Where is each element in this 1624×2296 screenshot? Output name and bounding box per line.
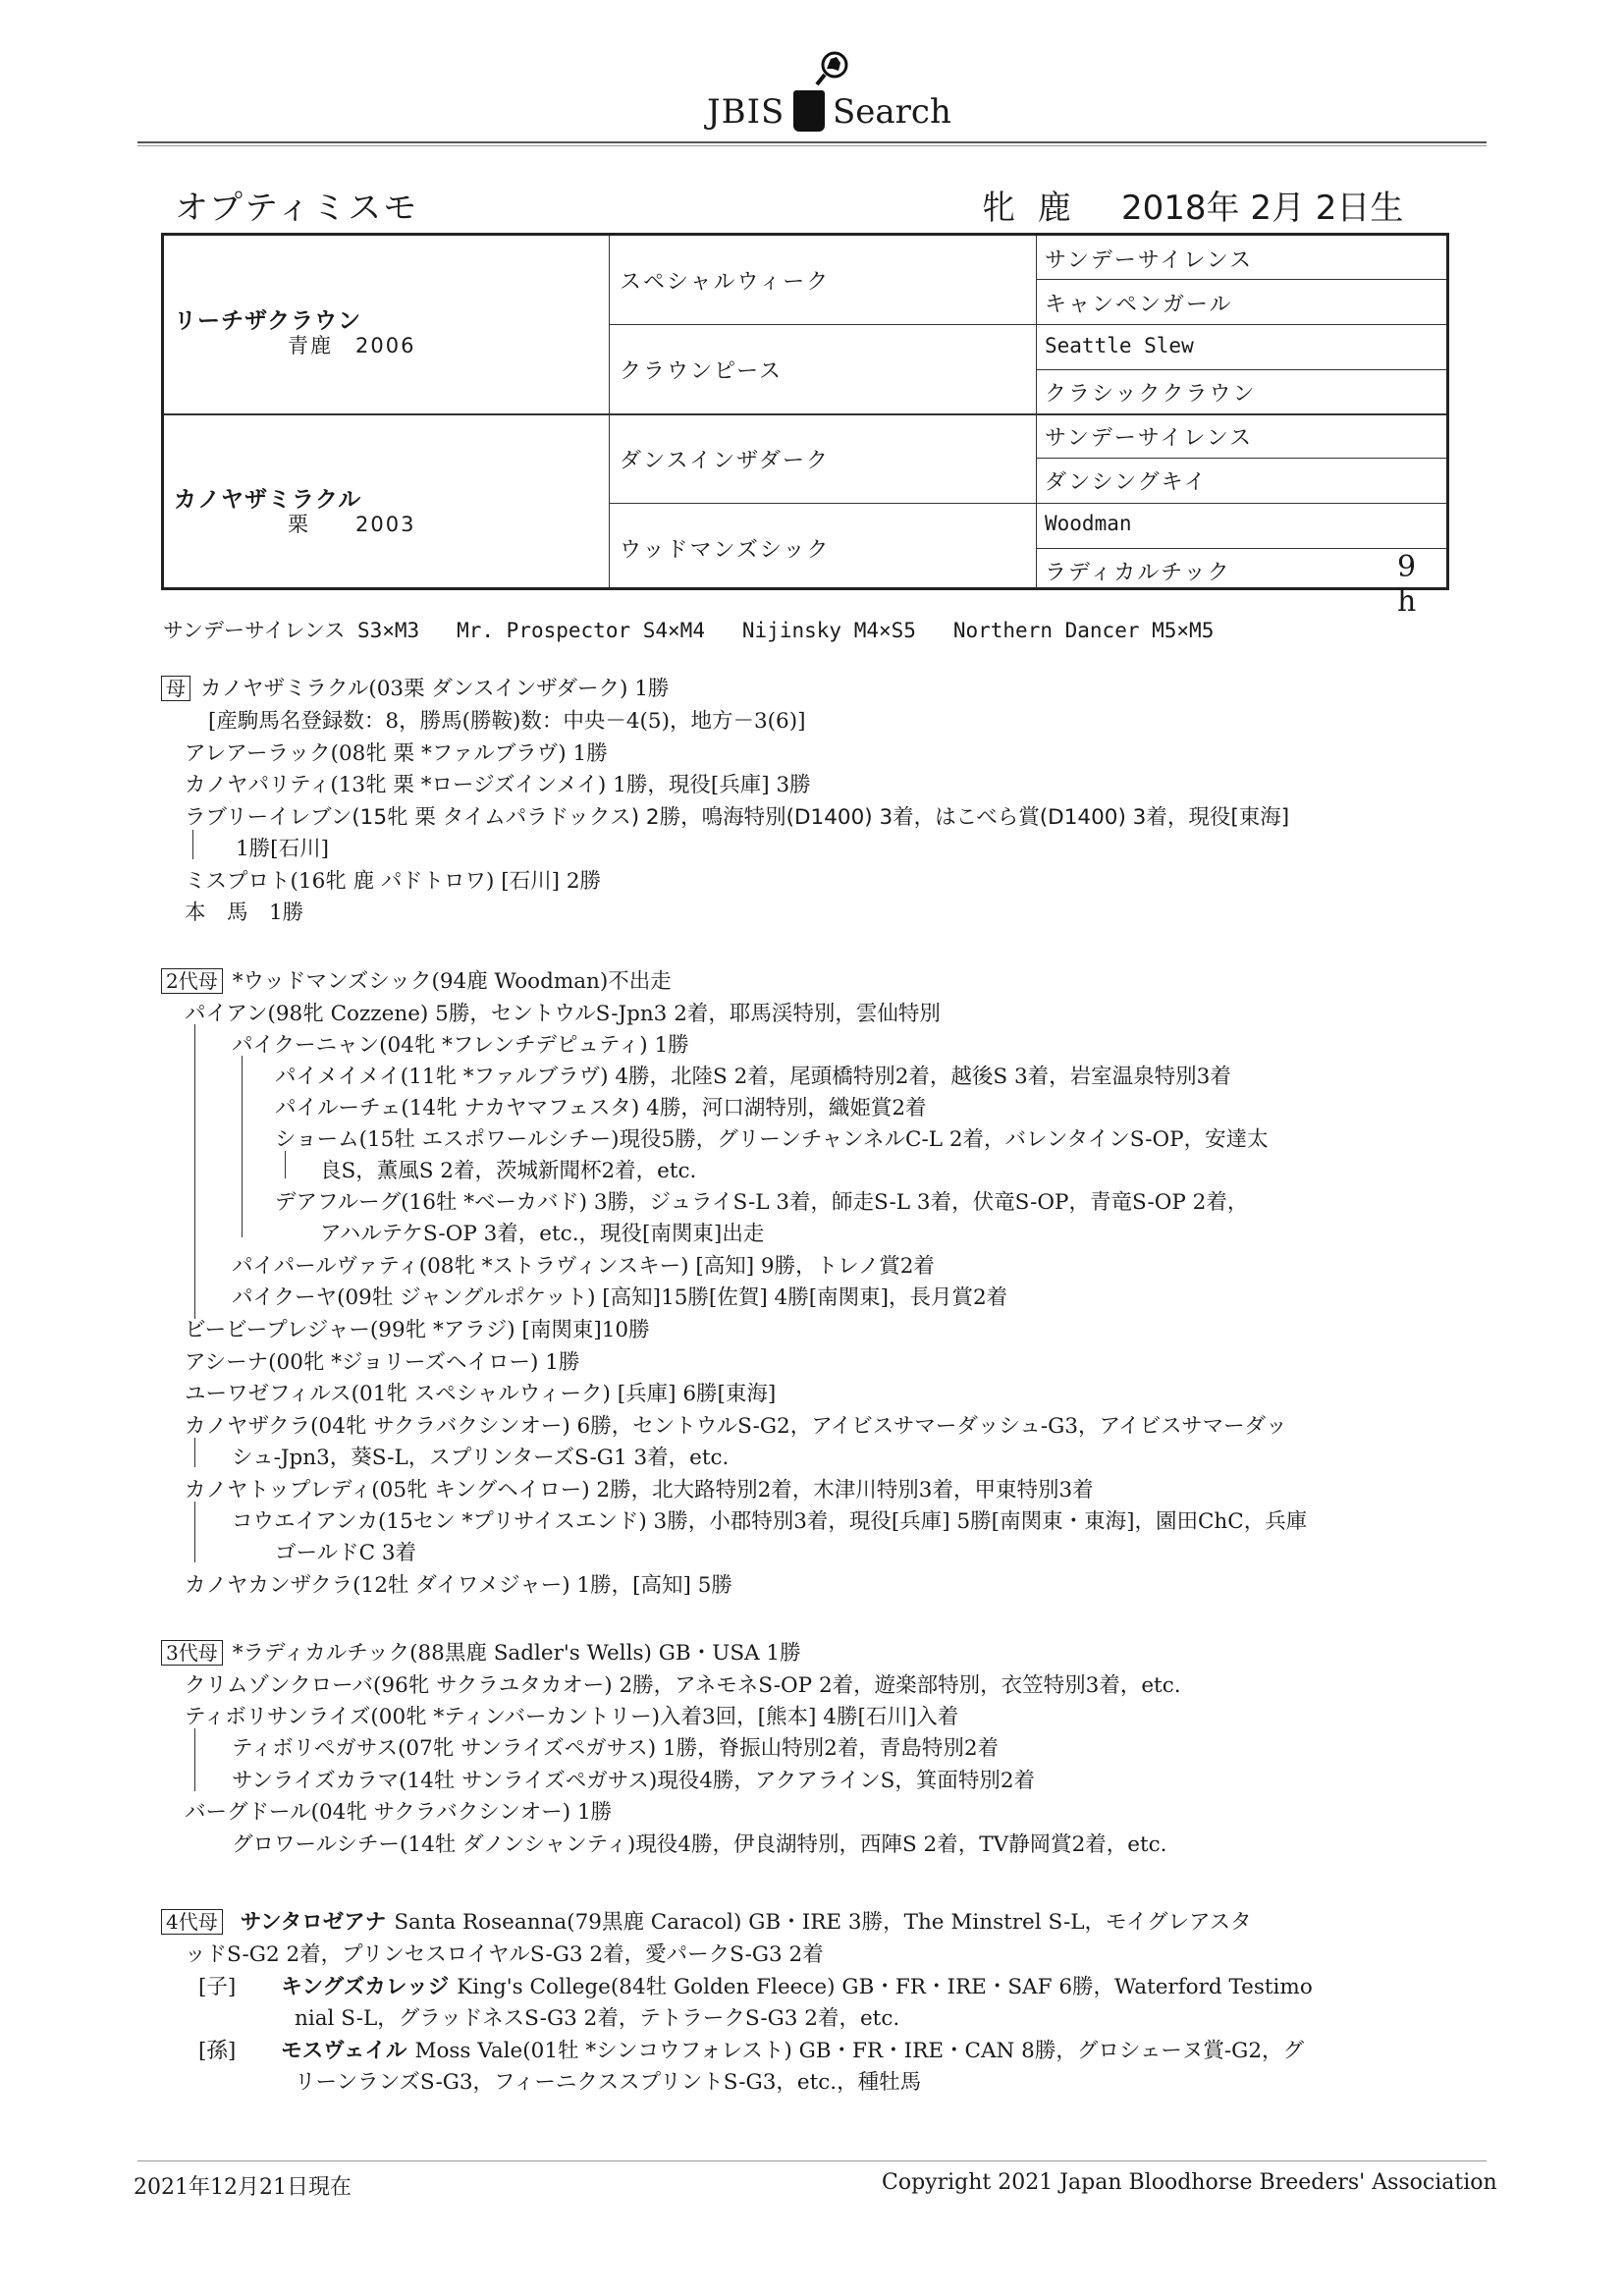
gen3-cell: クラシッククラウン	[1045, 382, 1257, 407]
second-dam-line: 良S，薫風S 2着，茨城新聞杯2着，etc.	[320, 1159, 697, 1183]
pedigree-table	[161, 233, 1449, 619]
gen3-cell: サンデーサイレンス	[1045, 248, 1254, 273]
third-dam-line: ティボリサンライズ(00牝 *ティンバーカントリー)入着3回，[熊本] 4勝[石川]入着	[185, 1705, 959, 1729]
gen3-cell: キャンペンガール	[1045, 293, 1233, 317]
second-dam-line: カノヤカンザクラ(12牡 ダイワメジャー) 1勝，[高知] 5勝	[185, 1573, 732, 1598]
dam-line: 本 馬 1勝	[185, 901, 304, 925]
logo-text-jbis: JBIS	[707, 92, 785, 132]
fourth-dam-header	[161, 1905, 1252, 1936]
second-dam-line: パイルーチェ(14牝 ナカヤマフェスタ) 4勝，河口湖特別，織姫賞2着	[275, 1096, 927, 1121]
section-tag-third-dam: 3代母	[161, 1640, 223, 1666]
horse-name: オプティミスモ	[175, 189, 419, 228]
second-dam-line: パイパールヴァティ(08牝 *ストラヴィンスキー) [高知] 9勝，トレノ賞2着	[232, 1254, 935, 1279]
second-dam-header	[161, 964, 672, 995]
second-dam-line: ユーワゼフィルス(01牝 スペシャルウィーク) [兵庫] 6勝[東海]	[185, 1382, 777, 1406]
dam-line: ミスプロト(16牝 鹿 パドトロワ) [石川] 2勝	[185, 869, 601, 894]
logo-text-search: Search	[833, 92, 951, 132]
third-dam-line: バーグドール(04牝 サクラバクシンオー) 1勝	[185, 1800, 613, 1825]
dam-line: ラブリーイレブン(15牝 栗 タイムパラドックス) 2勝，鳴海特別(D1400) 3着，はこべら賞(D1400) 3着，現役[東海]	[185, 805, 1290, 830]
section-tag-second-dam: 2代母	[161, 968, 223, 994]
section-tag-fourth-dam: 4代母	[161, 1909, 223, 1935]
fourth-dam-name: サンタロゼアナ	[240, 1910, 387, 1935]
jbis-search-logo	[677, 41, 962, 139]
dam-name: カノヤザミラクル	[174, 487, 362, 513]
sire-name: リーチザクラウン	[174, 308, 362, 334]
second-dam-line: デアフルーグ(16牡 *ベーカバド) 3勝，ジュライS-L 3着，師走S-L 3着，伏竜S-OP，青竜S-OP 2着，	[275, 1190, 1249, 1215]
header-divider	[137, 141, 1487, 146]
second-dam-line: パイクーニャン(04牝 *フレンチデピュティ) 1勝	[232, 1033, 689, 1058]
second-dam-line: パイアン(98牝 Cozzene) 5勝，セントウルS-Jpn3 2着，耶馬渓特別，雲仙特別	[185, 1002, 941, 1026]
second-dam-line: パイクーヤ(09牡 ジャングルポケット) [高知]15勝[佐賀] 4勝[南関東]，長月賞2着	[232, 1285, 1008, 1310]
second-dam-line: コウエイアンカ(15セン *プリサイスエンド) 3勝，小郡特別3着，現役[兵庫] 5勝[南関東・東海]，園田ChC，兵庫	[232, 1509, 1308, 1534]
gen3-cell: サンデーサイレンス	[1045, 426, 1254, 451]
gen3-cell: Woodman	[1045, 512, 1132, 535]
sire-color-year: 青鹿 2006	[288, 334, 416, 357]
fourth-dam-line: ッドS-G2 2着，プリンセスロイヤルS-G3 2着，愛パークS-G3 2着	[185, 1942, 824, 1967]
logo-bucket-icon	[793, 90, 825, 132]
offspring-name: モスヴェイル	[281, 2039, 407, 2063]
gen3-cell: ラディカルチック	[1045, 561, 1231, 585]
horse-sex-color: 牝 鹿	[982, 189, 1077, 228]
fourth-dam-line: King's College(84牡 Golden Fleece) GB・FR・IRE・SAF 6勝，Waterford Testimo	[457, 1975, 1313, 1999]
third-dam-line: *ラディカルチック(88黒鹿 Sadler's Wells) GB・USA 1勝	[232, 1641, 801, 1666]
fourth-dam-grandchild-row	[198, 2034, 1304, 2064]
second-dam-line: アハルテケS-OP 3着，etc.，現役[南関東]出走	[320, 1222, 765, 1246]
gen2-cell: クラウンピース	[620, 359, 784, 384]
third-dam-header	[161, 1636, 801, 1667]
footer-copyright: Copyright 2021 Japan Bloodhorse Breeders' Association	[882, 2170, 1497, 2195]
magnifier-horse-icon	[813, 49, 852, 88]
second-dam-line: シュ-Jpn3，葵S-L，スプリンターズS-G1 3着，etc.	[232, 1446, 730, 1470]
dam-section-header	[161, 672, 669, 702]
dam-line: [産駒馬名登録数：8，勝馬(勝鞍)数：中央－4(5)，地方－3(6)]	[208, 709, 806, 734]
dam-line: 1勝[石川]	[236, 837, 329, 861]
section-tag-dam: 母	[161, 676, 190, 701]
gen2-cell: ダンスインザダーク	[620, 449, 831, 473]
gen2-cell: ウッドマンズシック	[620, 538, 831, 563]
dam-line: カノヤパリティ(13牝 栗 *ロージズインメイ) 1勝，現役[兵庫] 3勝	[185, 773, 811, 797]
third-dam-line: グロワールシチー(14牡 ダノンシャンティ)現役4勝，伊良湖特別，西陣S 2着，TV静岡賞2着，etc.	[232, 1832, 1167, 1857]
inbreeding-summary: サンデーサイレンス S3×M3 Mr. Prospector S4×M4 Nijinsky M4×S5 Northern Dancer M5×M5	[163, 619, 1215, 642]
second-dam-line: カノヤザクラ(04牝 サクラバクシンオー) 6勝，セントウルS-G2，アイビスサマーダッシュ-G3，アイビスサマーダッ	[185, 1414, 1287, 1439]
gen2-cell: スペシャルウィーク	[620, 270, 831, 295]
gen3-cell: ダンシングキイ	[1045, 470, 1208, 495]
third-dam-line: サンライズカラマ(14牡 サンライズペガサス)現役4勝，アクアラインS，箕面特別2着	[232, 1769, 1036, 1793]
second-dam-line: ショーム(15牡 エスポワールシチー)現役5勝，グリーンチャンネルC-L 2着，バレンタインS-OP，安達太	[275, 1127, 1269, 1152]
fourth-dam-line: nial S-L，グラッドネスS-G3 2着，テトラークS-G3 2着，etc.	[295, 2006, 900, 2031]
relation-label: [子]	[198, 1975, 237, 1999]
family-number: 9 h	[1397, 550, 1418, 619]
fourth-dam-line: リーンランズS-G3，フィーニクススプリントS-G3，etc.，種牡馬	[295, 2070, 922, 2095]
third-dam-line: クリムゾンクローバ(96牝 サクラユタカオー) 2勝，アネモネS-OP 2着，遊楽部特別，衣笠特別3着，etc.	[185, 1673, 1181, 1698]
offspring-name: キングズカレッジ	[281, 1975, 450, 1999]
second-dam-line: ゴールドC 3着	[275, 1541, 417, 1565]
dam-line: アレアーラック(08牝 栗 *ファルブラヴ) 1勝	[185, 741, 608, 766]
second-dam-line: アシーナ(00牝 *ジョリーズヘイロー) 1勝	[185, 1350, 580, 1375]
horse-birthdate: 2018年 2月 2日生	[1121, 189, 1404, 228]
gen3-cell: Seattle Slew	[1045, 334, 1194, 357]
fourth-dam-child-row	[198, 1970, 1313, 2000]
footer-date: 2021年12月21日現在	[134, 2175, 352, 2200]
second-dam-line: パイメイメイ(11牝 *ファルブラヴ) 4勝，北陸S 2着，尾頭橋特別2着，越後S 3着，岩室温泉特別3着	[275, 1065, 1231, 1089]
dam-color-year: 栗 2003	[288, 513, 416, 536]
relation-label: [孫]	[198, 2039, 237, 2063]
second-dam-line: *ウッドマンズシック(94鹿 Woodman)不出走	[232, 969, 672, 994]
third-dam-line: ティボリペガサス(07牝 サンライズペガサス) 1勝，脊振山特別2着，青島特別2着	[232, 1736, 1000, 1761]
fourth-dam-line: Moss Vale(01牡 *シンコウフォレスト) GB・FR・IRE・CAN 8勝，グロシェーヌ賞-G2，グ	[414, 2039, 1305, 2063]
second-dam-line: カノヤトップレディ(05牝 キングヘイロー) 2勝，北大路特別2着，木津川特別3着，甲東特別3着	[185, 1478, 1094, 1503]
dam-line: カノヤザミラクル(03栗 ダンスインザダーク) 1勝	[200, 677, 670, 701]
fourth-dam-line: Santa Roseanna(79黒鹿 Caracol) GB・IRE 3勝，The Minstrel S-L，モイグレアスタ	[394, 1910, 1252, 1935]
second-dam-line: ビービープレジャー(99牝 *アラジ) [南関東]10勝	[185, 1318, 650, 1342]
footer-divider	[137, 2160, 1487, 2161]
